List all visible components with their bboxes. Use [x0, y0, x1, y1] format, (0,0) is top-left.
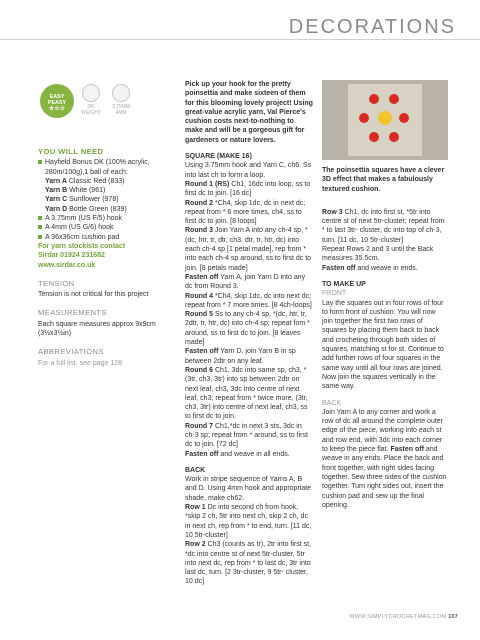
bullet-icon [38, 225, 42, 229]
round-5: Round 5 Ss to any ch-4 sp, *(dc, htr, tr, 2dtr, tr, htr, dc) into ch-4 sp; repeat fom * around, ss to first dc to join. [8 leaves made] [185, 311, 310, 347]
yarn-item: Yarn C Sunflower (978) [45, 196, 119, 204]
repeat-text: Repeat Rows 2 and 3 until the Back measures 35.5cm. [322, 246, 434, 263]
bullet-icon [38, 160, 42, 164]
make-up-heading: TO MAKE UP [322, 280, 366, 288]
back-makeup-heading: BACK [322, 399, 342, 407]
you-will-need-heading: YOU WILL NEED [38, 147, 104, 156]
skill-badges [40, 84, 140, 124]
measurements-text: Each square measures approx 9x9cm (3½x3½in) [38, 320, 156, 338]
round-3: Round 3 Join Yarn A into any ch-4 sp, *(dc, htr, tr, dtr, ch3, dtr, tr, htr, dc) into each ch-4 sp [1 petal made], rep from * into each ch-4 sp around, ss to first dc to join. [8 petals made] [185, 227, 312, 272]
abbreviations-heading: ABBREVIATIONS [38, 347, 104, 357]
material-item: A 4mm (US G/6) hook [38, 223, 156, 232]
round-7: Round 7 Ch1,*dc in next 3 sts, 3dc in ch-3 sp; repeat from * around, ss to first dc to join. [72 dc] [185, 422, 308, 449]
page-footer [349, 614, 458, 620]
stockists-line: For yarn stockists contact [38, 242, 126, 250]
round-1: Round 1 (RS) Ch1, 16dc into loop, ss to first dc to join. [16 dc] [185, 180, 311, 198]
yarn-ball-icon [82, 84, 100, 102]
back-heading: BACK [185, 466, 206, 474]
stockists-phone: Sirdar 01924 231682 [38, 252, 105, 260]
back-makeup-text: Join Yarn A to any corner and work a row of dc all around the complete outer edge of the piece, working into each st and row end, with 3dc into each corner to keep the piece flat. Fasten off and weave in any ends. Place the back and front together, with right sides facing together. Sew three sides of the cushion together. Turn right sides out, insert the cushion pad and sew up the final opening. [322, 408, 447, 509]
abbreviations-text: For a full list, see page 128 [38, 359, 123, 367]
material-item: A 3.75mm (US F/5) hook [38, 214, 156, 223]
petal-shape [389, 94, 399, 104]
fasten-off-2: Fasten off Yarn D, join Yarn B in sp between 2dtr on any leaf. [185, 348, 296, 365]
poinsettia-photo [322, 80, 448, 160]
back-start: Work in stripe sequence of Yarns A, B and D. Using 4mm hook and appropriate shade, make ch62. [185, 476, 312, 502]
skill-level-line1: EASY [49, 94, 65, 100]
header-divider [0, 39, 480, 40]
star-rating-icon: ★☆☆ [48, 106, 66, 112]
stockists-url[interactable]: www.sirdar.co.uk [38, 261, 96, 269]
round-6: Round 6 Ch1, 3dc into same sp, ch3, *(3tr, ch3, 3tr) into sp between 2dtr on next leaf, ch3, 3dc into centre of next leaf, ch3; repeat from * twice more, (3tr, ch3, 3tr) into centre of next leaf, ch3, ss to first dc to join. [185, 366, 308, 421]
bullet-icon [38, 216, 42, 220]
pattern-column [185, 80, 313, 587]
hook-icon [112, 84, 130, 102]
petal-shape [399, 113, 409, 123]
back-row-2: Row 2 Ch3 (counts as tr), 2tr into first st, *dc into centre st of next 5tr-cluster, 5tr into next dc, rep from * to last dc, 3tr into last dc, turn. [2 3tr-cluster, 9 5tr- cluster, 10 dc] [185, 541, 312, 586]
back-row-3: Row 3 Ch1, dc into first st, *5tr into centre st of next 5tr-cluster; repeat from * to last 3tr- cluster, dc into top of ch-3, turn. [11 dc, 10 5tr-cluster] [322, 208, 445, 244]
fasten-off-3: Fasten off and weave in all ends. [185, 450, 290, 458]
front-heading: FRONT [322, 290, 347, 298]
intro-text: Pick up your hook for the pretty poinsettia and make sixteen of them for this blooming lovely project! Using great-value acrylic yarn, Val Pierce's cushion costs next-to-nothing to make and will be a gorgeous gift for gardeners or nature lovers. [185, 81, 313, 144]
bullet-icon [38, 235, 42, 239]
yarn-weight-label: DK WEIGHT [81, 104, 101, 116]
skill-level-badge [40, 84, 74, 118]
square-heading: SQUARE (MAKE 16) [185, 153, 252, 161]
square-start: Using 3.75mm hook and Yarn C, ch6. Ss into last ch to form a loop. [185, 162, 312, 179]
material-item: A 36x36cm cushion pad [38, 233, 156, 242]
yarn-item: Yarn B White (961) [45, 187, 106, 195]
measurements-heading: MEASUREMENTS [38, 308, 107, 318]
petal-shape [359, 113, 369, 123]
fasten-off-back: Fasten off and weave in ends. [322, 264, 418, 272]
yarn-weight-badge [78, 84, 104, 118]
petal-shape [369, 94, 379, 104]
footer-url[interactable]: WWW.SIMPLYCROCHETMAG.COM [349, 614, 447, 620]
hook-size-badge [108, 84, 134, 118]
makeup-column [322, 80, 448, 510]
round-2: Round 2 *Ch4, skip 1dc, dc in next dc; repeat from * 6 more times, ch4, ss to first dc to join. [8 loops] [185, 199, 306, 226]
section-title: DECORATIONS [288, 16, 456, 38]
tension-text: Tension is not critical for this project [38, 291, 149, 299]
round-4: Round 4 *Ch4, skip 1dc, dc into next dc; repeat from * 7 more times. [8 4ch-loops] [185, 292, 312, 309]
materials-column [38, 147, 156, 368]
yarn-item: Yarn D Bottle Green (839) [45, 205, 127, 213]
back-row-1: Row 1 Dc into second ch from hook, *skip 2 ch, 5tr into next ch, skip 2 ch, dc in next ch, rep from * to end, turn. [11 dc, 10 5tr-cluster] [185, 504, 312, 539]
hook-size-label: 3.75MM 4MM [111, 104, 131, 116]
skill-level-line2: PEASY [47, 100, 67, 106]
material-item: Hayfield Bonus DK (100% acrylic, 280m/100g),1 ball of each: [38, 158, 156, 177]
flower-centre [378, 111, 392, 125]
page-number: 107 [448, 614, 458, 620]
photo-caption: The poinsettia squares have a clever 3D effect that makes a fabulously textured cushion. [322, 167, 445, 193]
front-text: Lay the squares out in four rows of four to form front of cushion. You will now join together the first two rows of squares by placing them back to back and crocheting through both sides of squares, matching st for st. Continue to add further rows of four squares in the same way until all four rows are joined. Now join the squares vertically in the same way. [322, 299, 444, 391]
petal-shape [389, 132, 399, 142]
fasten-off-1: Fasten off Yarn A, join Yarn D into any dc from Round 3. [185, 273, 306, 291]
tension-heading: TENSION [38, 278, 75, 288]
petal-shape [369, 132, 379, 142]
yarn-item: Yarn A Classic Red (833) [45, 177, 125, 185]
